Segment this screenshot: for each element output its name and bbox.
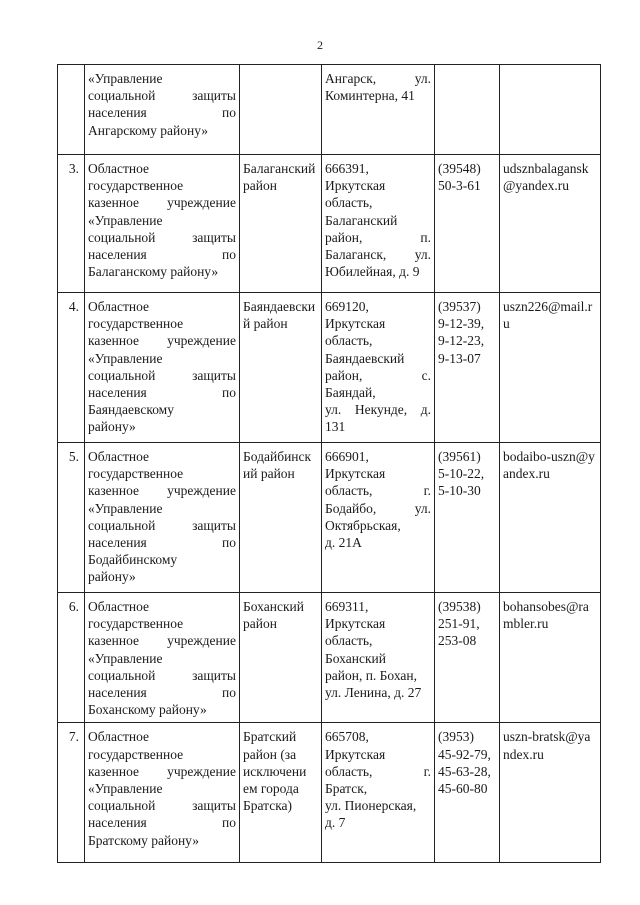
phone-line: 45-60-80: [438, 781, 488, 797]
area-line: район (за: [243, 746, 297, 762]
address: [322, 65, 435, 155]
address-line: Иркутская: [325, 178, 386, 194]
address: [322, 723, 435, 863]
area-line: Баяндаевский район: [243, 299, 316, 332]
district: [240, 155, 322, 293]
org-line: государственное: [88, 316, 184, 332]
address-line: Иркутская: [325, 616, 386, 632]
address-line: Иркутская: [325, 466, 386, 482]
phone-line: (39548): [438, 161, 481, 176]
org-line: населения по: [88, 385, 236, 401]
email-address: udsznbalagansk@yandex.ru: [500, 155, 601, 293]
row-number: 4.: [58, 293, 85, 443]
address-line: Октябрьская,: [325, 517, 401, 533]
phone-line: (39537): [438, 299, 481, 314]
phone-line: (39561): [438, 449, 481, 464]
org-line: государственное: [88, 616, 184, 632]
address-line: область,: [325, 195, 373, 211]
phone-line: 5-10-22,: [438, 466, 485, 482]
address-line: 669120,: [325, 299, 369, 314]
table-row: [58, 65, 601, 155]
address-line: д. 7: [325, 815, 346, 831]
org-line: социальной защиты: [88, 517, 236, 533]
org-line: казенное учреждение: [88, 763, 236, 779]
org-line: казенное учреждение: [88, 483, 236, 499]
email-address: uszn226@mail.ru: [500, 293, 601, 443]
org-line: Областное: [88, 729, 150, 745]
email-address: uszn-bratsk@yandex.ru: [500, 723, 601, 863]
address-line: район, п.: [325, 229, 431, 245]
table-body: [58, 65, 601, 863]
org-line: «Управление: [88, 650, 163, 666]
org-line: Областное: [88, 299, 150, 314]
org-line: Боханскому району»: [88, 702, 207, 718]
org-line: государственное: [88, 178, 184, 194]
area-line: Бодайбинский район: [243, 449, 312, 482]
phone-line: 9-13-07: [438, 350, 481, 366]
address-line: Бодайбо, ул.: [325, 500, 431, 516]
org-line: социальной защиты: [88, 667, 236, 683]
org-line: Братскому району»: [88, 832, 200, 848]
phone-line: 45-63-28,: [438, 763, 491, 779]
org-line: Областное: [88, 599, 150, 614]
table-row: [58, 443, 601, 593]
phone-line: 50-3-61: [438, 178, 481, 194]
phone-line: 9-12-39,: [438, 316, 485, 332]
area-line: Боханский: [243, 599, 304, 614]
area-line: район: [243, 616, 277, 632]
institutions-table: [57, 64, 601, 863]
address-line: область,: [325, 333, 373, 349]
area-line: Братский: [243, 729, 297, 745]
phone-numbers: [435, 65, 500, 155]
row-number: 7.: [58, 723, 85, 863]
phone-numbers: [435, 443, 500, 593]
address-line: Иркутская: [325, 746, 386, 762]
phone-line: 9-12-23,: [438, 333, 485, 349]
address-line: Иркутская: [325, 316, 386, 332]
address-line: ул. Пионерская,: [325, 798, 417, 814]
address-line: Баяндай,: [325, 385, 376, 401]
org-line: казенное учреждение: [88, 195, 236, 211]
organization-name: [85, 65, 240, 155]
address-line: 669311,: [325, 599, 369, 614]
phone-numbers: [435, 723, 500, 863]
org-line: социальной защиты: [88, 367, 236, 383]
table-row: [58, 155, 601, 293]
email-address: bodaibo-uszn@yandex.ru: [500, 443, 601, 593]
address-line: 666391,: [325, 161, 369, 176]
org-line: «Управление: [88, 500, 163, 516]
area-line: ем города: [243, 781, 299, 797]
org-line: социальной защиты: [88, 88, 236, 104]
org-line: казенное учреждение: [88, 633, 236, 649]
phone-line: 251-91,: [438, 616, 480, 632]
address-line: ул. Ленина, д. 27: [325, 685, 422, 701]
row-number: 5.: [58, 443, 85, 593]
org-line: социальной защиты: [88, 229, 236, 245]
address: [322, 155, 435, 293]
address: [322, 293, 435, 443]
phone-line: 253-08: [438, 633, 477, 649]
address-line: Ангарск, ул.: [325, 71, 431, 86]
address: [322, 593, 435, 723]
org-line: Областное: [88, 161, 150, 176]
address-line: Балаганский: [325, 212, 398, 228]
address-line: д. 21А: [325, 535, 362, 551]
address-line: ул. Некунде, д.: [325, 402, 431, 418]
org-line: государственное: [88, 466, 184, 482]
org-line: Балаганскому району»: [88, 264, 219, 280]
row-number: 6.: [58, 593, 85, 723]
address-line: область,: [325, 633, 373, 649]
table-row: [58, 293, 601, 443]
district: [240, 65, 322, 155]
address-line: Балаганск, ул.: [325, 247, 431, 263]
phone-line: (39538): [438, 599, 481, 614]
org-line: Областное: [88, 449, 150, 464]
email-address: [500, 65, 601, 155]
org-line: Ангарскому району»: [88, 122, 209, 138]
address-line: район, п. Бохан,: [325, 667, 417, 683]
area-line: Балаганский район: [243, 161, 316, 194]
organization-name: [85, 723, 240, 863]
org-line: «Управление: [88, 212, 163, 228]
address-line: 665708,: [325, 729, 369, 745]
org-line: Баяндаевскому: [88, 402, 174, 418]
address-line: Коминтерна, 41: [325, 88, 415, 104]
phone-numbers: [435, 593, 500, 723]
email-address: bohansobes@rambler.ru: [500, 593, 601, 723]
org-line: населения по: [88, 105, 236, 121]
org-line: «Управление: [88, 781, 163, 797]
district: [240, 443, 322, 593]
organization-name: [85, 443, 240, 593]
org-line: государственное: [88, 746, 184, 762]
table-row: [58, 593, 601, 723]
org-line: населения по: [88, 247, 236, 263]
address-line: область, г.: [325, 763, 431, 779]
address-line: Боханский: [325, 650, 386, 666]
org-line: социальной защиты: [88, 798, 236, 814]
phone-numbers: [435, 155, 500, 293]
phone-numbers: [435, 293, 500, 443]
organization-name: [85, 293, 240, 443]
district: [240, 293, 322, 443]
address-line: район, с.: [325, 367, 431, 383]
address-line: 131: [325, 419, 346, 435]
address-line: Юбилейная, д. 9: [325, 264, 420, 280]
area-line: исключени: [243, 763, 307, 779]
org-line: населения по: [88, 815, 236, 831]
organization-name: [85, 593, 240, 723]
address-line: область, г.: [325, 483, 431, 499]
address-line: Баяндаевский: [325, 350, 405, 366]
org-line: району»: [88, 419, 136, 435]
phone-line: (3953): [438, 729, 474, 745]
address-line: Братск,: [325, 781, 368, 797]
address: [322, 443, 435, 593]
organization-name: [85, 155, 240, 293]
phone-line: 45-92-79,: [438, 746, 491, 762]
row-number: [58, 65, 85, 155]
district: [240, 723, 322, 863]
org-line: Бодайбинскому: [88, 552, 178, 568]
table-row: [58, 723, 601, 863]
org-line: «Управление: [88, 71, 163, 86]
org-line: населения по: [88, 685, 236, 701]
org-line: «Управление: [88, 350, 163, 366]
district: [240, 593, 322, 723]
phone-line: 5-10-30: [438, 483, 481, 499]
org-line: району»: [88, 569, 136, 585]
address-line: 666901,: [325, 449, 369, 464]
row-number: 3.: [58, 155, 85, 293]
page-number: 2: [317, 38, 323, 52]
org-line: населения по: [88, 535, 236, 551]
area-line: Братска): [243, 798, 293, 814]
org-line: казенное учреждение: [88, 333, 236, 349]
